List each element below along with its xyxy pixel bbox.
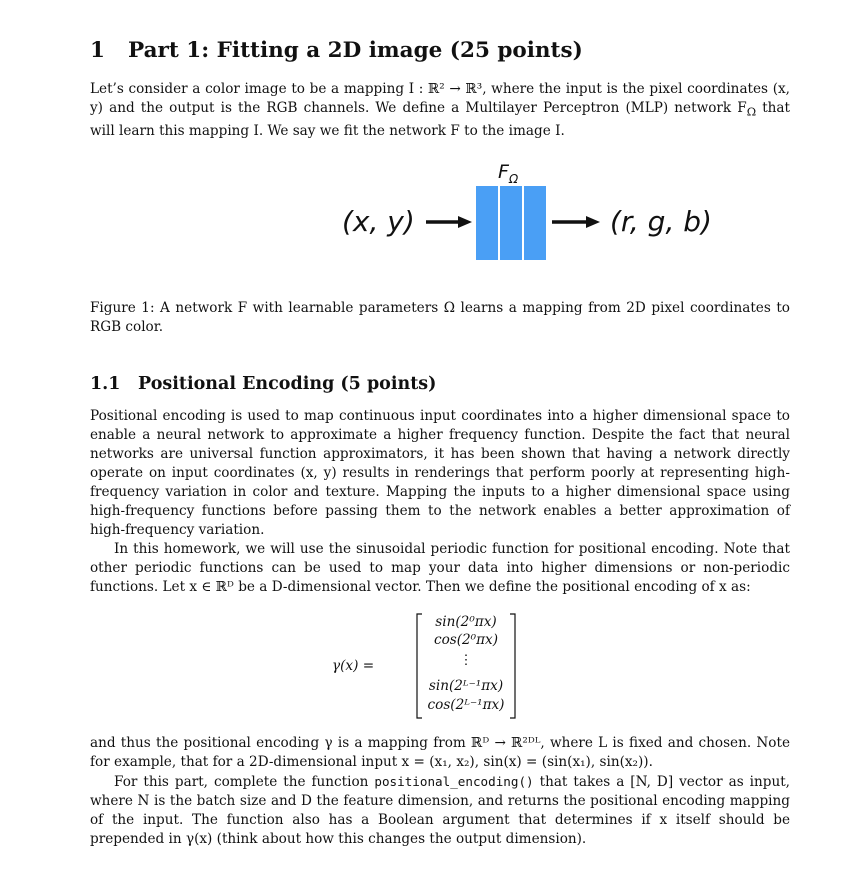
- pe-paragraph-4: [90, 772, 790, 849]
- pe-paragraph-4-start: For this part, complete the function: [114, 774, 375, 790]
- intro-text-end: that will learn this mapping I. We say we fit the network F to the image I.: [90, 100, 790, 139]
- vector-row-1: sin(2⁰πx): [435, 614, 497, 630]
- vector-row-dots: ⋮: [459, 652, 473, 668]
- output-label: (r, g, b): [610, 205, 712, 238]
- positional-encoding-equation: [332, 612, 532, 722]
- pe-paragraph-2: In this homework, we will use the sinusoidal periodic function for positional encoding. Note that other periodic functions can be used to map your data into higher dimensions or non-periodic functions. Let x ∈ ℝᴰ be a D-dimensional vector. Then we define the positional encoding of x as:: [90, 541, 790, 595]
- subsection-title: Positional Encoding (5 points): [138, 374, 437, 394]
- pe-paragraph-3: and thus the positional encoding γ is a mapping from ℝᴰ → ℝ²ᴰᴸ, where L is fixed and chosen. Note for example, that for a 2D-dimensional input x = (x₁, x₂), sin(x) = (sin(x₁), sin(x₂)).: [90, 735, 790, 770]
- vector-row-4: sin(2ᴸ⁻¹πx): [428, 678, 504, 694]
- vector-row-5: cos(2ᴸ⁻¹πx): [427, 697, 505, 713]
- section-number: 1: [90, 38, 105, 63]
- section-title: Part 1: Fitting a 2D image (25 points): [128, 38, 583, 63]
- network-label-letter: F: [498, 161, 509, 183]
- network-layer-3: [524, 186, 546, 260]
- intro-paragraph: [90, 80, 790, 141]
- equation-lhs: γ(x) =: [332, 658, 375, 674]
- vector-row-2: cos(2⁰πx): [433, 632, 499, 648]
- network-layer-2: [500, 186, 522, 260]
- function-name-code: positional_encoding(): [374, 774, 534, 789]
- encoding-vector: [414, 612, 518, 720]
- network-label-subscript: Ω: [508, 172, 519, 186]
- network-layer-1: [476, 186, 498, 260]
- intro-text: Let’s consider a color image to be a mapping I : ℝ² → ℝ³, where the input is the pixel coordinates (x, y) and the output is the RGB channels. We define a Multilayer Perceptron (MLP) network F: [90, 81, 790, 116]
- pe-paragraph-4-rest: that takes a [N, D] vector as input, where N is the batch size and D the feature dimension, and returns the positional encoding mapping of the input. The function also has a Boolean argument that determines if x itself should be prepended in γ(x) (think about how this changes the output dimension).: [90, 774, 790, 847]
- subsection-number: 1.1: [90, 374, 121, 394]
- subsection-heading: [90, 374, 436, 394]
- section-heading: [90, 38, 583, 63]
- network-label: [498, 161, 519, 186]
- input-label: (x, y): [342, 205, 415, 238]
- input-arrow: [426, 216, 472, 228]
- network-figure: [338, 158, 728, 264]
- intro-subscript: Ω: [746, 104, 757, 119]
- pe-paragraph-1: Positional encoding is used to map continuous input coordinates into a higher dimensional space to enable a neural network to approximate a higher frequency function. Despite the fact that neural networks are universal function approximators, it has been shown that having a network directly operate on input coordinates (x, y) results in renderings that perform poorly at representing high-frequency variation in color and texture. Mapping the inputs to a higher dimensional space using high-frequency functions before passing them to the network enables a better approximation of high-frequency variation.: [90, 408, 790, 538]
- output-arrow: [552, 216, 600, 228]
- figure-caption: Figure 1: A network F with learnable parameters Ω learns a mapping from 2D pixel coordinates to RGB color.: [90, 300, 790, 335]
